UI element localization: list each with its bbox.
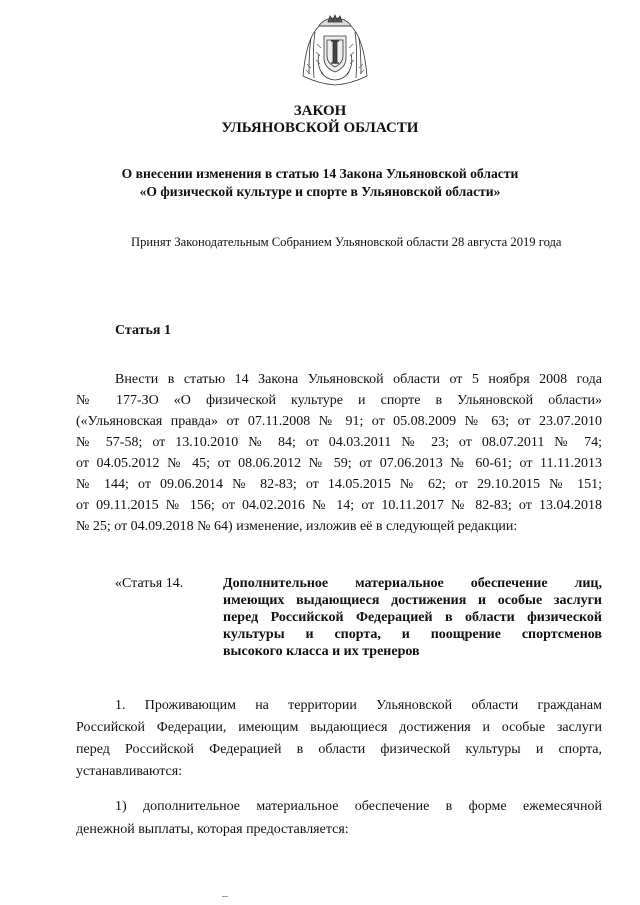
text-line: 1) дополнительное материальное обеспечение в форме ежемесячной bbox=[115, 799, 602, 814]
text-line: Российской Федерации, имеющим выдающиеся достижения и особые заслуги bbox=[76, 720, 602, 735]
text-line: 1. Проживающим на территории Ульяновской области гражданам bbox=[115, 698, 602, 713]
text-line: № 177-ЗО «О физической культуре и спорте в Ульяновской области» bbox=[76, 393, 602, 408]
text-line: устанавливаются: bbox=[76, 764, 183, 779]
text-line: от 09.11.2015 № 156; от 04.02.2016 № 14; от 10.11.2017 № 82-83; от 13.04.2018 bbox=[76, 498, 602, 513]
article-14-title bbox=[223, 575, 602, 660]
law-subject-line-2: «О физической культуре и спорте в Ульяновской области» bbox=[139, 184, 501, 199]
region-heading: УЛЬЯНОВСКОЙ ОБЛАСТИ bbox=[221, 120, 419, 136]
title-line: культуры и спорта, и поощрение спортсменов bbox=[223, 627, 602, 642]
title-line: высокого класса и их тренеров bbox=[223, 644, 420, 659]
adoption-note: Принят Законодательным Собранием Ульяновской области 28 августа 2019 года bbox=[131, 235, 562, 249]
title-line: перед Российской Федерацией в области физической bbox=[223, 610, 602, 625]
article-1-heading: Статья 1 bbox=[115, 323, 171, 338]
article-14-label: «Статья 14. bbox=[115, 576, 184, 591]
text-line: денежной выплаты, которая предоставляется: bbox=[76, 822, 349, 837]
text-line: от 04.05.2012 № 45; от 08.06.2012 № 59; от 07.06.2013 № 60-61; от 11.11.2013 bbox=[76, 456, 602, 471]
text-line: № 25; от 04.09.2018 № 64) изменение, изложив её в следующей редакции: bbox=[76, 519, 518, 534]
paragraph-1 bbox=[76, 697, 602, 780]
title-line: Дополнительное материальное обеспечение лиц, bbox=[223, 576, 602, 591]
law-heading: ЗАКОН bbox=[293, 103, 347, 119]
text-line: («Ульяновская правда» от 07.11.2008 № 91; от 05.08.2009 № 63; от 23.07.2010 bbox=[76, 414, 602, 429]
article-1-body bbox=[76, 371, 602, 535]
law-subject-line-1: О внесении изменения в статью 14 Закона Ульяновской области bbox=[121, 166, 519, 181]
text-line: перед Российской Федерацией в области физической культуры и спорта, bbox=[76, 742, 602, 757]
text-line: № 57-58; от 13.10.2010 № 84; от 04.03.2011 № 23; от 08.07.2011 № 74; bbox=[76, 435, 602, 450]
coat-of-arms-emblem bbox=[297, 14, 373, 88]
scan-artifact-mark bbox=[222, 896, 228, 903]
title-line: имеющих выдающиеся достижения и особые заслуги bbox=[223, 593, 602, 608]
text-line: № 144; от 09.06.2014 № 82-83; от 14.05.2015 № 62; от 29.10.2015 № 151; bbox=[76, 477, 602, 492]
text-line: Внести в статью 14 Закона Ульяновской области от 5 ноября 2008 года bbox=[115, 372, 602, 387]
subparagraph-1 bbox=[76, 798, 602, 838]
